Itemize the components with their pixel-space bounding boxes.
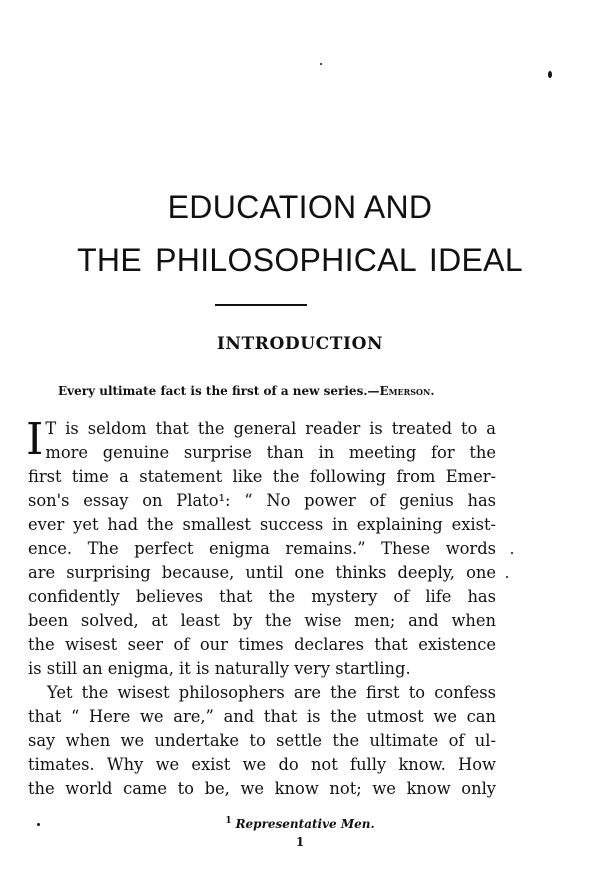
chapter-title-line-2: THE PHILOSOPHICAL IDEAL	[77, 242, 523, 278]
footnote-marker: 1	[225, 816, 232, 826]
text-line: the wisest seer of our times declares that existence	[28, 635, 496, 654]
epigraph-author: Emerson.	[379, 384, 435, 398]
page-number: 1	[295, 835, 305, 849]
text-line: ence. The perfect enigma remains.” These words	[28, 539, 496, 558]
text-line: that “ Here we are,” and that is the utmost we can	[28, 707, 496, 726]
text-line: Yet the wisest philosophers are the first to confess	[47, 683, 496, 702]
title-divider	[215, 304, 307, 306]
chapter-title-line-1: EDUCATION AND	[167, 189, 433, 225]
epigraph-text: Every ultimate fact is the first of a new series.—	[58, 384, 380, 398]
ink-speck	[548, 71, 552, 78]
section-heading: INTRODUCTION	[216, 334, 384, 354]
text-line: ever yet had the smallest success in explaining exist-	[28, 515, 496, 534]
text-line: confidently believes that the mystery of life has	[28, 587, 496, 606]
text-line: the world came to be, we know not; we know only	[28, 779, 496, 798]
text-line: been solved, at least by the wise men; and when	[28, 611, 496, 630]
text-line: T is seldom that the general reader is treated to a	[45, 419, 496, 438]
ink-speck	[506, 576, 508, 578]
text-line: son's essay on Plato¹: “ No power of genius has	[28, 491, 496, 510]
paragraph-2	[28, 681, 496, 801]
ink-speck	[511, 552, 513, 554]
text-line: more genuine surprise than in meeting for the	[45, 443, 496, 462]
drop-cap: I	[26, 414, 44, 465]
footnote	[0, 816, 600, 831]
ink-speck	[320, 63, 322, 65]
text-line: timates. Why we exist we do not fully know. How	[28, 755, 496, 774]
text-line: is still an enigma, it is naturally very startling.	[28, 659, 411, 678]
footnote-text: Representative Men.	[235, 817, 375, 831]
paragraph-1	[26, 414, 496, 681]
epigraph	[58, 384, 435, 398]
text-line: first time a statement like the following from Emer-	[28, 467, 496, 486]
text-line: are surprising because, until one thinks deeply, one	[28, 563, 496, 582]
text-line: say when we undertake to settle the ultimate of ul-	[28, 731, 496, 750]
